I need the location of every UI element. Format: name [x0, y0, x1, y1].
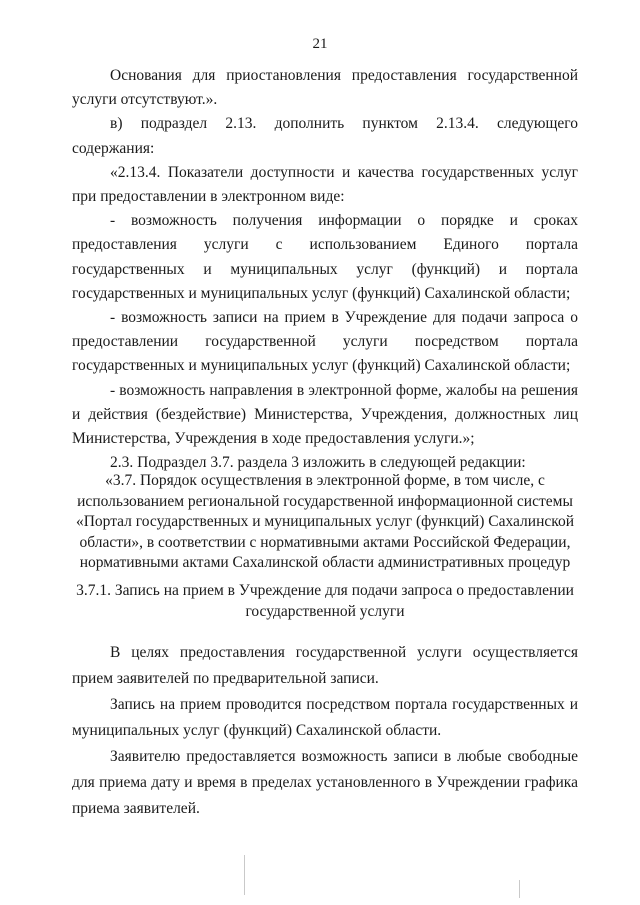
paragraph: - возможность записи на прием в Учреждение для подачи запроса о предоставлении государственной услуги посредством портала государственных и муниципальных услуг (функций) Сахалинской области; — [72, 309, 578, 375]
section-heading: «3.7. Порядок осуществления в электронной форме, в том числе, с использованием региональной государственной информационной системы «Портал государственных и муниципальных услуг (функций) Сахалинской области», в соответствии с нормативными актами Российской Федерации, нормативными актами Сахалинской области административных процедур — [75, 472, 575, 572]
paragraph: В целях предоставления государственной услуги осуществляется прием заявителей по предварительной записи. — [72, 644, 578, 687]
body-text-bottom — [72, 640, 578, 822]
body-text-top — [72, 64, 578, 475]
scan-artifact — [519, 880, 520, 898]
paragraph: Заявителю предоставляется возможность записи в любые свободные для приема дату и время в пределах установленного в Учреждении графика приема заявителей. — [72, 748, 578, 817]
scan-artifact — [244, 855, 245, 895]
paragraph: Основания для приостановления предоставления государственной услуги отсутствуют.». — [72, 67, 578, 109]
subsection-heading: 3.7.1. Запись на прием в Учреждение для подачи запроса о предоставлении государственной услуги — [76, 582, 574, 620]
paragraph: 2.3. Подраздел 3.7. раздела 3 изложить в следующей редакции: — [110, 454, 526, 472]
paragraph: - возможность направления в электронной форме, жалобы на решения и действия (бездействие) Министерства, Учреждения, должностных лиц Министерства, Учреждения в ходе предоставления услуги.»; — [72, 381, 578, 448]
page-number: 21 — [312, 36, 328, 52]
paragraph: Запись на прием проводится посредством портала государственных и муниципальных услуг (функций) Сахалинской области. — [72, 696, 578, 739]
paragraph: в) подраздел 2.13. дополнить пунктом 2.13.4. следующего содержания: — [72, 115, 578, 157]
paragraph: - возможность получения информации о порядке и сроках предоставления услуги с использованием Единого портала государственных и муниципальных услуг (функций) и портала государственных и муниципальных услуг (функций) Сахалинской области; — [72, 212, 578, 302]
paragraph: «2.13.4. Показатели доступности и качества государственных услуг при предоставлении в электронном виде: — [72, 163, 578, 206]
